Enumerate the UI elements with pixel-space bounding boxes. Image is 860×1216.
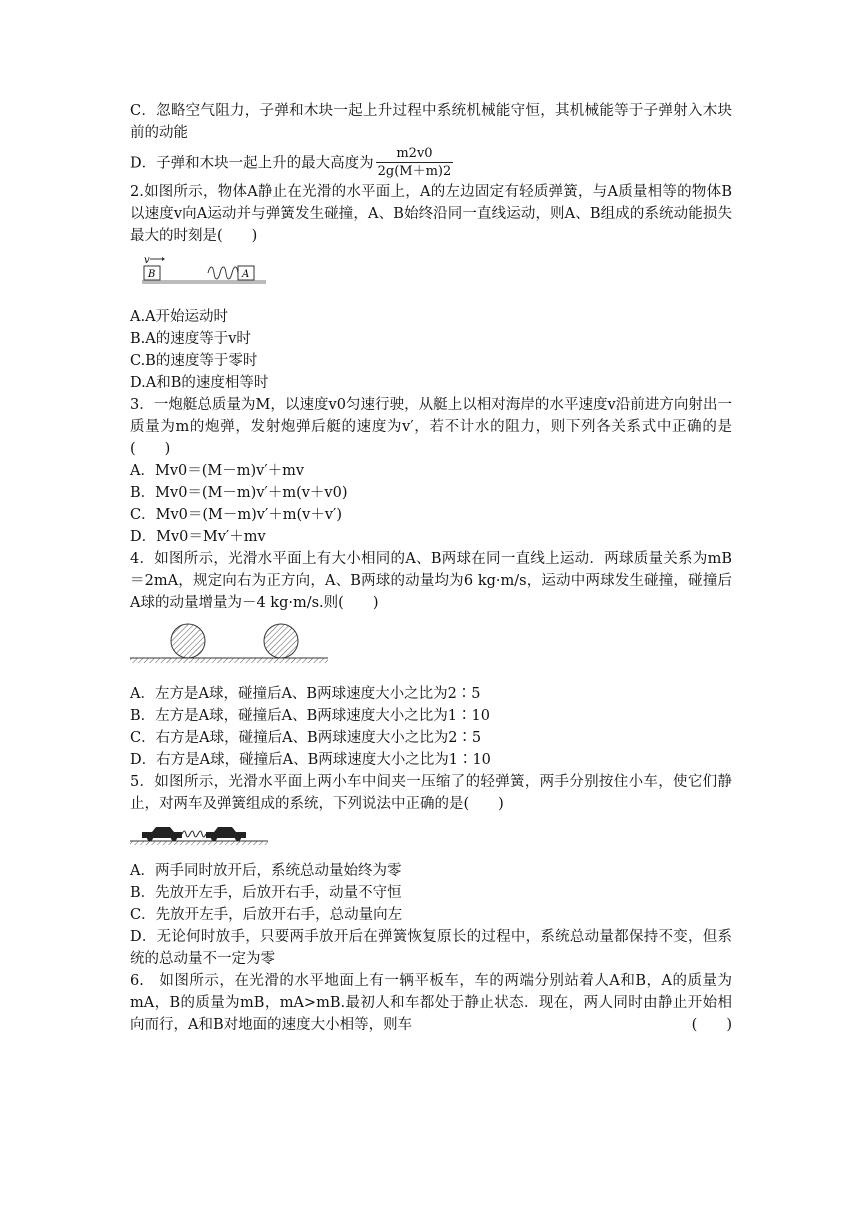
q4-diagram	[130, 620, 330, 670]
q5-cart-right-wheel-1	[211, 835, 217, 841]
q2-option-a: A.A开始运动时	[130, 309, 229, 325]
q3-option-d: D．Mv0＝Mv′＋mv	[130, 529, 266, 545]
q2-label-a: A	[242, 269, 250, 280]
q4-option-a: A．左方是A球，碰撞后A、B两球速度大小之比为2∶5	[130, 686, 481, 702]
q5-option-c: C．先放开左手，后放开右手，总动量向左	[130, 907, 403, 923]
q4-option-c: C．右方是A球，碰撞后A、B两球速度大小之比为2∶5	[130, 730, 482, 746]
q2-option-c: C.B的速度等于零时	[130, 353, 258, 369]
q5-figure-two-carts	[130, 821, 732, 854]
q5-diagram	[130, 821, 270, 847]
q5-cart-left-wheel-1	[147, 835, 153, 841]
q1-option-d	[130, 146, 732, 181]
document-page	[130, 100, 732, 1036]
q3-option-c: C．Mv0＝(M－m)v′＋m(v＋v′)	[130, 507, 342, 523]
q2-option-d: D.A和B的速度相等时	[130, 375, 269, 391]
q4-ball-right	[264, 624, 298, 658]
q4-ball-left	[171, 624, 205, 658]
q2-label-b: B	[148, 269, 156, 280]
q2-label-v: v	[144, 255, 150, 266]
q5-spring	[182, 831, 206, 837]
q5-option-a: A．两手同时放开后，系统总动量始终为零	[130, 863, 402, 879]
q3-option-a: A．Mv0＝(M－m)v′＋mv	[130, 463, 305, 479]
q1-option-d-text: D．子弹和木块一起上升的最大高度为	[130, 155, 374, 172]
q1-fraction	[376, 146, 454, 181]
q5-cart-right-wheel-2	[235, 835, 241, 841]
q5-cart-left-wheel-2	[171, 835, 177, 841]
q6-stem-text: 6. 如图所示，在光滑的水平地面上有一辆平板车，车的两端分别站着人A和B，A的质量为mA，B的质量为mB，mA>mB.最初人和车都处于静止状态．现在，两人同时由静止开始相向而行，A和B对地面的速度大小相等，则车	[130, 973, 732, 1033]
q4-option-b: B．左方是A球，碰撞后A、B两球速度大小之比为1∶10	[130, 708, 490, 724]
q2-ground	[142, 280, 266, 284]
q3-stem: 3．一炮艇总质量为M，以速度v0匀速行驶，从艇上以相对海岸的水平速度v沿前进方向射出一质量为m的炮弹，发射炮弹后艇的速度为v′，若不计水的阻力，则下列各关系式中正确的是( )	[130, 397, 732, 457]
q1-fraction-denominator: 2g(M＋m)2	[377, 164, 452, 179]
q5-option-b: B．先放开左手，后放开右手，动量不守恒	[130, 885, 402, 901]
q2-stem: 2.如图所示，物体A静止在光滑的水平面上，A的左边固定有轻质弹簧，与A质量相等的物体B以速度v向A运动并与弹簧发生碰撞，A、B始终沿同一直线运动，则A、B组成的系统动能损失最大的时刻是( )	[130, 184, 732, 244]
q4-figure-two-balls	[130, 620, 732, 677]
q4-option-d: D．右方是A球，碰撞后A、B两球速度大小之比为1∶10	[130, 752, 491, 768]
q2-figure-spring-blocks	[130, 253, 732, 300]
q6-stem	[130, 970, 732, 1036]
q2-option-b: B.A的速度等于v时	[130, 331, 251, 347]
q5-ground-hatch	[130, 841, 268, 845]
q5-stem: 5．如图所示，光滑水平面上两小车中间夹一压缩了的轻弹簧，两手分别按住小车，使它们静止，对两车及弹簧组成的系统，下列说法中正确的是( )	[130, 774, 732, 812]
q2-diagram	[130, 253, 270, 293]
q1-fraction-numerator: m2v0	[376, 146, 454, 163]
q2-spring	[208, 267, 238, 279]
q3-option-b: B．Mv0＝(M－m)v′＋m(v＋v0)	[130, 485, 348, 501]
q2-arrowhead	[162, 257, 165, 261]
q4-ground-hatch	[130, 658, 328, 663]
q1-option-c: C．忽略空气阻力，子弹和木块一起上升过程中系统机械能守恒，其机械能等于子弹射入木块前的动能	[130, 103, 732, 141]
q6-answer-bracket: ( )	[691, 1017, 732, 1033]
q5-option-d: D．无论何时放手，只要两手放开后在弹簧恢复原长的过程中，系统总动量都保持不变，但系统的总动量不一定为零	[130, 929, 732, 967]
q4-stem: 4．如图所示，光滑水平面上有大小相同的A、B两球在同一直线上运动．两球质量关系为mB＝2mA，规定向右为正方向，A、B两球的动量均为6 kg·m/s，运动中两球发生碰撞，碰撞后A球的动量增量为－4 kg·m/s.则( )	[130, 551, 732, 611]
